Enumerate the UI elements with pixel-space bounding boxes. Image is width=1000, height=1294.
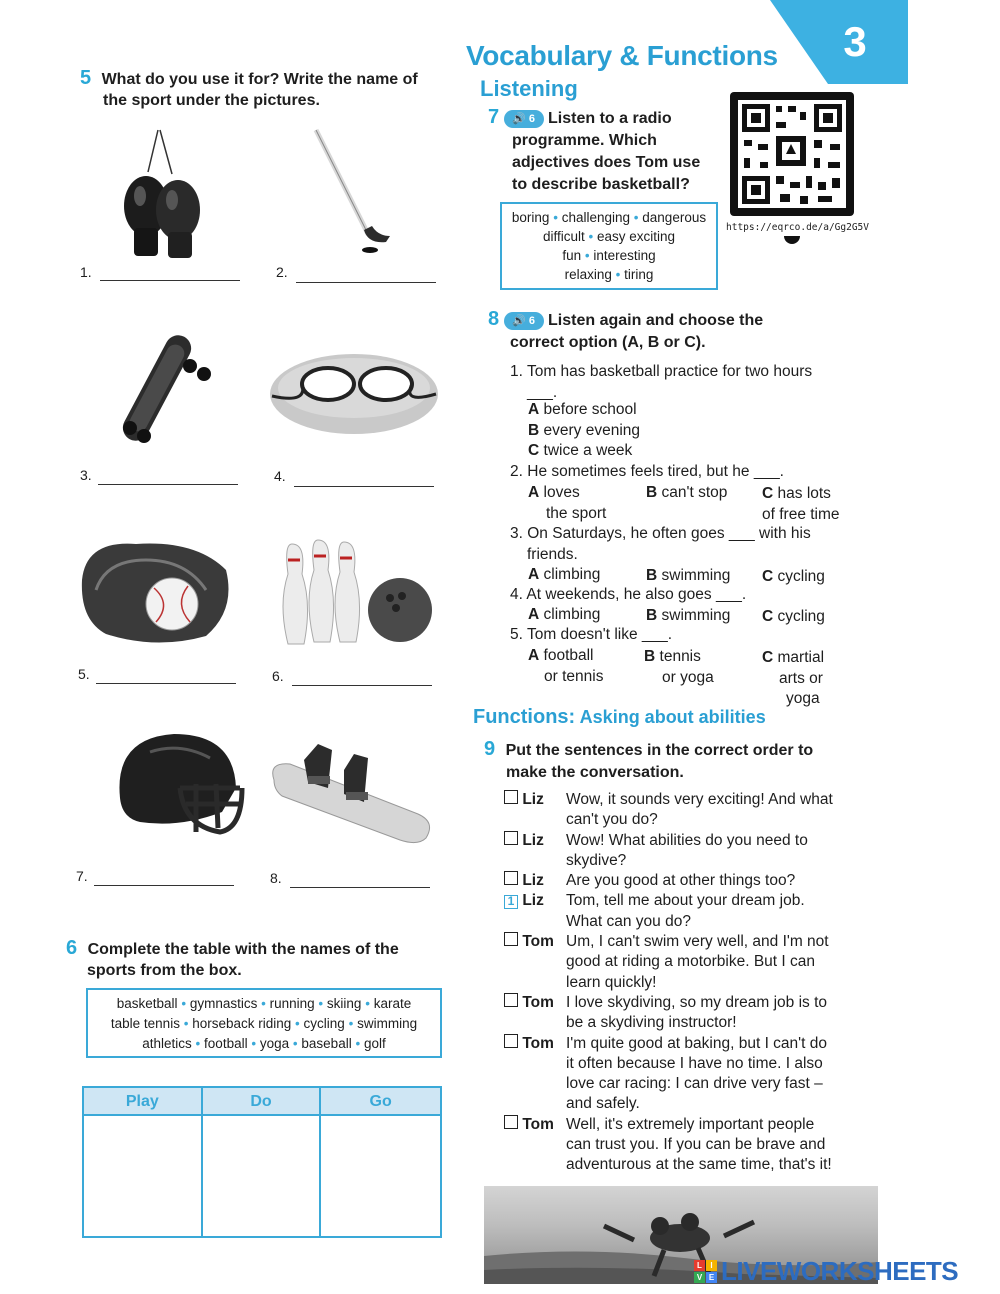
ex8-q5: 5. Tom doesn't like ___. — [510, 626, 673, 643]
ex8-q5-option-c[interactable]: C martial arts or yoga — [762, 649, 825, 707]
ex9-line: Tom Well, it's extremely important people can trust you. If you can be brave and adventurous at the same time, that's it! — [504, 1115, 884, 1176]
unit-number: 3 — [843, 18, 867, 65]
table-cell-go[interactable] — [321, 1116, 440, 1236]
ex8-q3-option-a[interactable]: A climbing — [528, 566, 601, 583]
functions-heading: Functions: Asking about abilities — [473, 706, 766, 728]
ex9-order-box-answered[interactable]: 1 — [504, 895, 518, 909]
ex8-q5-option-b[interactable]: B tennis or yoga — [644, 648, 714, 686]
listening-heading: Listening — [480, 76, 578, 101]
ex5-answer-4[interactable] — [294, 486, 434, 487]
goggles-image — [268, 334, 438, 438]
ex8-q1-blank[interactable]: ___. — [527, 383, 558, 401]
boxing-gloves-image — [120, 128, 206, 260]
bowling-image — [274, 534, 434, 646]
ex8-q2-option-c[interactable]: C has lots of free time — [762, 485, 840, 523]
ex5-answer-7[interactable] — [94, 885, 234, 886]
ex9-conversation — [504, 790, 884, 1176]
ex7-word-line-2: difficult • easy exciting — [542, 229, 676, 244]
ex8-q4-option-b[interactable]: B swimming — [646, 607, 731, 624]
qr-dot — [784, 236, 800, 244]
ex9-order-box[interactable] — [504, 790, 518, 804]
table-cell-play[interactable] — [84, 1116, 203, 1236]
brand-text: LIVEWORKSHEETS — [721, 1256, 959, 1286]
ex5-answer-3[interactable] — [98, 484, 238, 485]
ex6-word-line-3: athletics • football • yoga • baseball • golf — [142, 1036, 386, 1051]
ex5-answer-1[interactable] — [100, 280, 240, 281]
ex9-order-box[interactable] — [504, 831, 518, 845]
table-header-play: Play — [84, 1088, 203, 1116]
ex6-word-box — [86, 988, 442, 1058]
skateboard-image — [104, 326, 220, 446]
ex6-instruction: 6 Complete the table with the names of the sports from the box. — [66, 937, 399, 979]
ex9-number: 9 — [484, 738, 496, 760]
helmet-image — [110, 728, 246, 840]
audio-track-8[interactable]: 🔊 6 — [504, 312, 544, 330]
ex5-answer-8[interactable] — [290, 887, 430, 888]
logo-grid-icon: L I V E — [694, 1260, 717, 1283]
ex8-q4-option-c[interactable]: C cycling — [762, 608, 825, 625]
ex7-word-line-4: relaxing • tiring — [564, 267, 654, 282]
ex5-label-1: 1. — [80, 264, 92, 280]
ex8-q4-option-a[interactable]: A climbing — [528, 606, 601, 623]
liveworksheets-logo — [694, 1256, 958, 1287]
ex9-line: Liz Wow, it sounds very exciting! And what can't you do? — [504, 790, 884, 831]
ex7-word-line-1: boring • challenging • dangerous — [511, 210, 707, 225]
ex9-instruction: 9 Put the sentences in the correct order to make the conversation. — [484, 738, 814, 781]
ex5-label-6: 6. — [272, 668, 284, 684]
ex7-number: 7 — [488, 106, 500, 128]
unit-banner — [770, 0, 1000, 84]
ex9-line: Tom I'm quite good at baking, but I can't do it often because I have no time. I also love car racing: I can drive very fast – and safely. — [504, 1034, 884, 1115]
ex9-order-box[interactable] — [504, 932, 518, 946]
audio-track-7[interactable]: 🔊 6 — [504, 110, 544, 128]
ex5-label-4: 4. — [274, 468, 286, 484]
ex8-q3-option-c[interactable]: C cycling — [762, 568, 825, 585]
ex5-label-8: 8. — [270, 870, 282, 886]
ex8-q3: 3. On Saturdays, he often goes ___ with his friends. — [510, 525, 811, 563]
ex5-label-3: 3. — [80, 467, 92, 483]
table-header-go: Go — [321, 1088, 440, 1116]
page-title: Vocabulary & Functions — [466, 40, 778, 71]
ex9-order-box[interactable] — [504, 1034, 518, 1048]
ex5-instruction: 5 What do you use it for? Write the name of the sport under the pictures. — [80, 67, 418, 109]
qr-url[interactable]: https://eqrco.de/a/Gg2G5V — [726, 222, 869, 233]
ex6-word-line-1: basketball • gymnastics • running • skiing • karate — [116, 996, 412, 1011]
ex7-word-line-3: fun • interesting — [562, 248, 656, 263]
ex6-word-line-2: table tennis • horseback riding • cycling • swimming — [110, 1016, 418, 1031]
ex8-q1: 1. Tom has basketball practice for two hours ___. — [510, 362, 850, 403]
ex5-label-5: 5. — [78, 666, 90, 682]
ex8-instruction: 8 🔊 6 Listen again and choose the correct option (A, B or C). — [488, 308, 764, 351]
ex8-q5-option-a[interactable]: A football or tennis — [528, 647, 604, 685]
table-header-do: Do — [203, 1088, 322, 1116]
ex5-label-7: 7. — [76, 868, 88, 884]
ex5-answer-6[interactable] — [292, 685, 432, 686]
ex6-sports-table — [82, 1086, 442, 1238]
ex5-answer-2[interactable] — [296, 282, 436, 283]
ex7-word-box — [500, 202, 718, 290]
ex5-number: 5 — [80, 67, 92, 89]
ex6-number: 6 — [66, 937, 78, 959]
ex9-line: Liz Wow! What abilities do you need to skydive? — [504, 831, 884, 872]
ex9-line: 1 Liz Tom, tell me about your dream job. What can you do? — [504, 891, 884, 932]
ex9-order-box[interactable] — [504, 993, 518, 1007]
ex8-q2: 2. He sometimes feels tired, but he ___. — [510, 463, 784, 480]
ex8-number: 8 — [488, 308, 500, 330]
ex8-q1-options[interactable]: A before school B every evening C twice a week — [528, 401, 641, 459]
baseball-glove-image — [76, 530, 236, 650]
ex9-line: Liz Are you good at other things too? — [504, 871, 884, 891]
snowboard-image — [268, 740, 434, 848]
ex5-answer-5[interactable] — [96, 683, 236, 684]
ex5-label-2: 2. — [276, 264, 288, 280]
qr-code[interactable] — [730, 92, 854, 216]
table-cell-do[interactable] — [203, 1116, 322, 1236]
ex9-line: Tom I love skydiving, so my dream job is to be a skydiving instructor! — [504, 993, 884, 1034]
ex8-q2-option-b[interactable]: B can't stop — [646, 484, 728, 501]
ex8-q3-option-b[interactable]: B swimming — [646, 567, 731, 584]
ex8-q2-option-a[interactable]: A loves the sport — [528, 484, 607, 522]
ex9-line: Tom Um, I can't swim very well, and I'm not good at riding a motorbike. But I can learn quickly! — [504, 932, 884, 993]
ex7-instruction: 7 🔊 6 Listen to a radio programme. Which adjectives does Tom use to describe basketball? — [488, 106, 701, 193]
hockey-stick-image — [310, 126, 400, 256]
ex9-order-box[interactable] — [504, 1115, 518, 1129]
ex9-order-box[interactable] — [504, 871, 518, 885]
ex8-q4: 4. At weekends, he also goes ___. — [510, 586, 747, 603]
